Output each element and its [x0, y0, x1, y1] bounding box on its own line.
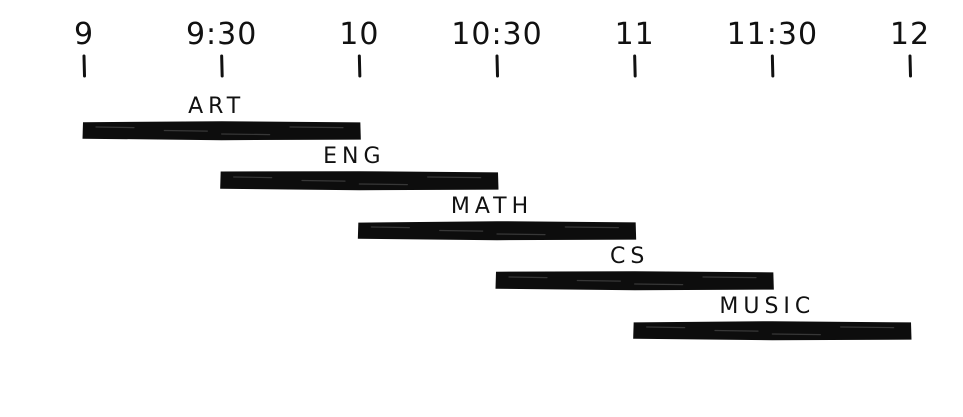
bar-texture-streak	[703, 277, 756, 278]
class-bar-group	[220, 144, 498, 190]
bar-texture-streak	[577, 281, 620, 282]
class-label: ENG	[323, 144, 386, 169]
time-tick-label: 10	[339, 17, 380, 52]
time-tick-mark	[359, 56, 360, 76]
bar-texture-streak	[371, 227, 409, 228]
time-tick-mark	[222, 56, 223, 76]
time-tick-mark	[910, 56, 911, 76]
class-label: ART	[188, 94, 246, 119]
class-bar-group	[83, 94, 361, 140]
time-tick-label: 9:30	[185, 17, 258, 52]
class-bars	[83, 94, 912, 340]
class-label: MATH	[450, 194, 534, 219]
bar-texture-streak	[359, 184, 407, 185]
bar-texture-streak	[647, 327, 685, 328]
class-bar-group	[496, 244, 774, 290]
bar-texture-streak	[497, 234, 545, 235]
time-tick-label: 9	[73, 17, 95, 52]
bar-texture-streak	[222, 134, 270, 135]
bar-texture-streak	[302, 181, 345, 182]
time-tick-label: 11	[614, 17, 655, 52]
time-tick-label: 11:30	[726, 17, 819, 52]
bar-texture-streak	[509, 277, 547, 278]
time-tick-mark	[497, 56, 498, 76]
bar-texture-streak	[841, 327, 894, 328]
class-bar	[83, 121, 361, 140]
bar-texture-streak	[234, 177, 272, 178]
time-tick-label: 12	[889, 17, 931, 52]
bar-texture-streak	[715, 331, 758, 332]
bar-texture-streak	[565, 227, 618, 228]
class-bar	[220, 171, 498, 190]
class-bar-group	[633, 294, 911, 340]
bar-texture-streak	[772, 334, 820, 335]
bar-texture-streak	[164, 131, 207, 132]
bar-texture-streak	[96, 127, 134, 128]
class-bar	[358, 221, 636, 240]
time-tick-label: 10:30	[451, 17, 543, 52]
bar-texture-streak	[428, 177, 481, 178]
time-tick-mark	[635, 56, 636, 76]
bar-texture-streak	[635, 284, 683, 285]
class-bar	[496, 271, 774, 290]
class-bar-group	[358, 194, 636, 240]
bar-texture-streak	[440, 231, 483, 232]
bar-texture-streak	[290, 127, 343, 128]
class-label: MUSIC	[719, 294, 816, 319]
time-tick-mark	[772, 56, 773, 76]
class-label: CS	[610, 244, 650, 269]
time-tick-mark	[84, 56, 85, 76]
time-axis	[74, 17, 930, 76]
class-bar	[633, 321, 911, 340]
